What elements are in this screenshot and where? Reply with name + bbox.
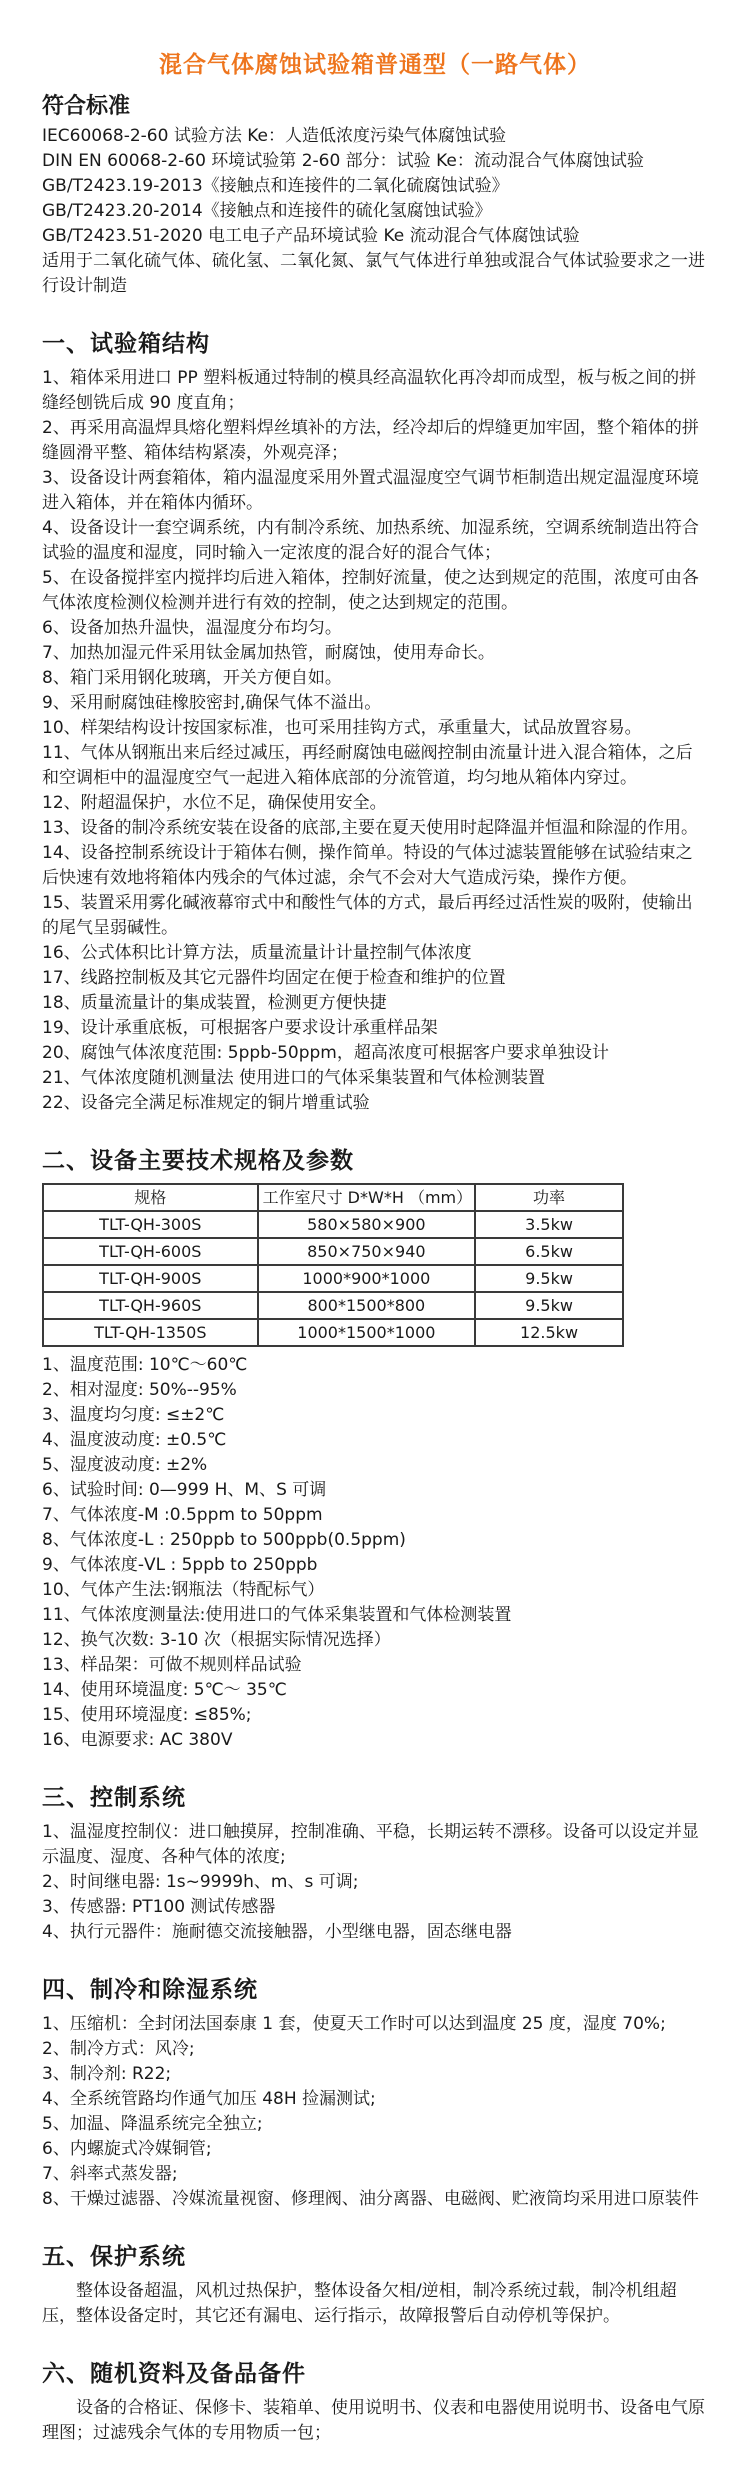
table-row xyxy=(43,1292,623,1319)
list-item: 1、压缩机：全封闭法国泰康 1 套，使夏天工作时可以达到温度 25 度，湿度 70%; xyxy=(42,2014,666,2034)
list-item: 7、斜率式蒸发器; xyxy=(42,2164,178,2184)
list-item: 14、使用环境温度: 5℃～ 35℃ xyxy=(42,1680,287,1700)
list-item: 5、湿度波动度: ±2% xyxy=(42,1455,208,1475)
section-heading: 六、随机资料及备品备件 xyxy=(42,2361,306,2387)
section-specifications xyxy=(42,1142,708,1753)
list-item: 4、全系统管路均作通气加压 48H 捡漏测试; xyxy=(42,2089,376,2109)
table-cell-model: TLT-QH-960S xyxy=(43,1292,258,1319)
list-item: 9、气体浓度-VL : 5ppb to 250ppb xyxy=(42,1555,318,1575)
table-row xyxy=(43,1211,623,1238)
list-item: 15、使用环境湿度: ≤85%; xyxy=(42,1705,252,1725)
list-item: 2、再采用高温焊具熔化塑料焊丝填补的方法，经冷却后的焊缝更加牢固，整个箱体的拼缝圆滑平整、箱体结构紧凑，外观亮泽； xyxy=(42,418,699,463)
list-item: 5、加温、降温系统完全独立; xyxy=(42,2114,263,2134)
list-item: 20、腐蚀气体浓度范围: 5ppb-50ppm，超高浓度可根据客户要求单独设计 xyxy=(42,1043,609,1063)
list-item: 11、气体浓度测量法:使用进口的气体采集装置和气体检测装置 xyxy=(42,1605,512,1625)
list-item: 17、线路控制板及其它元器件均固定在便于检查和维护的位置 xyxy=(42,968,506,988)
table-cell-model: TLT-QH-300S xyxy=(43,1211,258,1238)
list-item: 6、设备加热升温快，温湿度分布均匀。 xyxy=(42,618,342,638)
list-item: 3、传感器: PT100 测试传感器 xyxy=(42,1897,276,1917)
list-item: 5、在设备搅拌室内搅拌均后进入箱体，控制好流量，使之达到规定的范围，浓度可由各气体浓度检测仪检测并进行有效的控制，使之达到规定的范围。 xyxy=(42,568,699,613)
list-item: 2、时间继电器: 1s~9999h、m、s 可调; xyxy=(42,1872,359,1892)
table-cell-size: 800*1500*800 xyxy=(258,1292,476,1319)
list-item: 2、相对湿度: 50%--95% xyxy=(42,1380,237,1400)
section-heading: 一、试验箱结构 xyxy=(42,331,210,357)
list-item: 2、制冷方式：风冷; xyxy=(42,2039,195,2059)
list-item: 16、公式体积比计算方法，质量流量计计量控制气体浓度 xyxy=(42,943,472,963)
list-item: 16、电源要求: AC 380V xyxy=(42,1730,233,1750)
standard-line: GB/T2423.20-2014《接触点和连接件的硫化氢腐蚀试验》 xyxy=(42,201,492,221)
paragraph: 设备的合格证、保修卡、装箱单、使用说明书、仪表和电器使用说明书、设备电气原理图；过滤残余气体的专用物质一包； xyxy=(42,2398,705,2443)
list-item: 7、加热加湿元件采用钛金属加热管，耐腐蚀，使用寿命长。 xyxy=(42,643,495,663)
section-cooling-dehumidifying xyxy=(42,1971,708,2212)
list-item: 6、内螺旋式冷媒铜管; xyxy=(42,2139,212,2159)
list-item: 15、装置采用雾化碱液幕帘式中和酸性气体的方式，最后再经过活性炭的吸附，使输出的尾气呈弱碱性。 xyxy=(42,893,693,938)
table-row xyxy=(43,1238,623,1265)
table-cell-model: TLT-QH-900S xyxy=(43,1265,258,1292)
list-item: 14、设备控制系统设计于箱体右侧，操作简单。特设的气体过滤装置能够在试验结束之后快速有效地将箱体内残余的气体过滤，余气不会对大气造成污染，操作方便。 xyxy=(42,843,693,888)
list-item: 18、质量流量计的集成装置，检测更方便快捷 xyxy=(42,993,387,1013)
list-item: 10、样架结构设计按国家标准，也可采用挂钩方式，承重量大，试品放置容易。 xyxy=(42,718,642,738)
standard-line: IEC60068-2-60 试验方法 Ke：人造低浓度污染气体腐蚀试验 xyxy=(42,126,506,146)
list-item: 3、制冷剂: R22; xyxy=(42,2064,172,2084)
section-heading: 四、制冷和除湿系统 xyxy=(42,1977,258,2003)
section-heading: 五、保护系统 xyxy=(42,2244,186,2270)
section-protection-system xyxy=(42,2238,708,2329)
table-row xyxy=(43,1319,623,1346)
list-item: 8、箱门采用钢化玻璃，开关方便自如。 xyxy=(42,668,342,688)
list-item: 9、采用耐腐蚀硅橡胶密封,确保气体不溢出。 xyxy=(42,693,382,713)
list-item: 19、设计承重底板，可根据客户要求设计承重样品架 xyxy=(42,1018,438,1038)
table-cell-size: 1000*900*1000 xyxy=(258,1265,476,1292)
list-item: 11、气体从钢瓶出来后经过减压，再经耐腐蚀电磁阀控制由流量计进入混合箱体，之后和空调柜中的温湿度空气一起进入箱体底部的分流管道，均匀地从箱体内穿过。 xyxy=(42,743,693,788)
list-item: 8、气体浓度-L : 250ppb to 500ppb(0.5ppm) xyxy=(42,1530,406,1550)
list-item: 8、干燥过滤器、冷媒流量视窗、修理阀、油分离器、电磁阀、贮液筒均采用进口原装件 xyxy=(42,2189,699,2209)
section-heading: 三、控制系统 xyxy=(42,1785,186,1811)
section-heading: 二、设备主要技术规格及参数 xyxy=(42,1148,354,1174)
table-cell-model: TLT-QH-600S xyxy=(43,1238,258,1265)
table-header-row xyxy=(43,1184,623,1211)
list-item: 1、箱体采用进口 PP 塑料板通过特制的模具经高温软化再冷却而成型，板与板之间的拼缝经刨铣后成 90 度直角； xyxy=(42,368,697,413)
section-chamber-structure xyxy=(42,325,708,1116)
list-item: 6、试验时间: 0—999 H、M、S 可调 xyxy=(42,1480,327,1500)
section-accessories xyxy=(42,2355,708,2446)
section-control-system xyxy=(42,1779,708,1945)
table-cell-power: 3.5kw xyxy=(475,1211,623,1238)
list-item: 1、温湿度控制仪：进口触摸屏，控制准确、平稳，长期运转不漂移。设备可以设定并显示温度、湿度、各种气体的浓度; xyxy=(42,1822,699,1867)
page-title: 混合气体腐蚀试验箱普通型（一路气体） xyxy=(159,52,591,78)
standard-line: GB/T2423.51-2020 电工电子产品环境试验 Ke 流动混合气体腐蚀试验 xyxy=(42,226,580,246)
table-cell-model: TLT-QH-1350S xyxy=(43,1319,258,1346)
list-item: 21、气体浓度随机测量法 使用进口的气体采集装置和气体检测装置 xyxy=(42,1068,546,1088)
table-row xyxy=(43,1265,623,1292)
list-item: 22、设备完全满足标准规定的铜片增重试验 xyxy=(42,1093,370,1113)
list-item: 10、气体产生法:钢瓶法（特配标气） xyxy=(42,1580,325,1600)
standard-line: GB/T2423.19-2013《接触点和连接件的二氧化硫腐蚀试验》 xyxy=(42,176,509,196)
table-cell-size: 850×750×940 xyxy=(258,1238,476,1265)
table-header-cell: 工作室尺寸 D*W*H （mm） xyxy=(258,1184,476,1211)
list-item: 12、换气次数: 3-10 次（根据实际情况选择） xyxy=(42,1630,391,1650)
table-header-cell: 功率 xyxy=(475,1184,623,1211)
list-item: 4、设备设计一套空调系统，内有制冷系统、加热系统、加湿系统，空调系统制造出符合试验的温度和湿度，同时输入一定浓度的混合好的混合气体； xyxy=(42,518,699,563)
list-item: 4、温度波动度: ±0.5℃ xyxy=(42,1430,227,1450)
list-item: 13、设备的制冷系统安装在设备的底部,主要在夏天使用时起降温并恒温和除湿的作用。 xyxy=(42,818,699,838)
compliance-heading: 符合标准 xyxy=(42,94,131,119)
table-cell-power: 9.5kw xyxy=(475,1292,623,1319)
spec-table xyxy=(42,1183,624,1347)
list-item: 3、温度均匀度: ≤±2℃ xyxy=(42,1405,225,1425)
table-cell-size: 580×580×900 xyxy=(258,1211,476,1238)
standard-line: 适用于二氧化硫气体、硫化氢、二氧化氮、氯气气体进行单独或混合气体试验要求之一进行设计制造 xyxy=(42,251,705,296)
list-item: 7、气体浓度-M :0.5ppm to 50ppm xyxy=(42,1505,323,1525)
table-cell-power: 6.5kw xyxy=(475,1238,623,1265)
table-cell-power: 9.5kw xyxy=(475,1265,623,1292)
paragraph: 整体设备超温，风机过热保护，整体设备欠相/逆相，制冷系统过载，制冷机组超压，整体设备定时，其它还有漏电、运行指示，故障报警后自动停机等保护。 xyxy=(42,2281,677,2326)
list-item: 3、设备设计两套箱体，箱内温湿度采用外置式温湿度空气调节柜制造出规定温湿度环境进入箱体，并在箱体内循环。 xyxy=(42,468,699,513)
standard-line: DIN EN 60068-2-60 环境试验第 2-60 部分：试验 Ke：流动混合气体腐蚀试验 xyxy=(42,151,644,171)
list-item: 1、温度范围: 10℃～60℃ xyxy=(42,1355,248,1375)
compliance-section xyxy=(42,89,708,299)
table-cell-size: 1000*1500*1000 xyxy=(258,1319,476,1346)
list-item: 4、执行元器件：施耐德交流接触器，小型继电器，固态继电器 xyxy=(42,1922,512,1942)
list-item: 12、附超温保护，水位不足，确保使用安全。 xyxy=(42,793,387,813)
table-cell-power: 12.5kw xyxy=(475,1319,623,1346)
list-item: 13、样品架：可做不规则样品试验 xyxy=(42,1655,302,1675)
table-header-cell: 规格 xyxy=(43,1184,258,1211)
